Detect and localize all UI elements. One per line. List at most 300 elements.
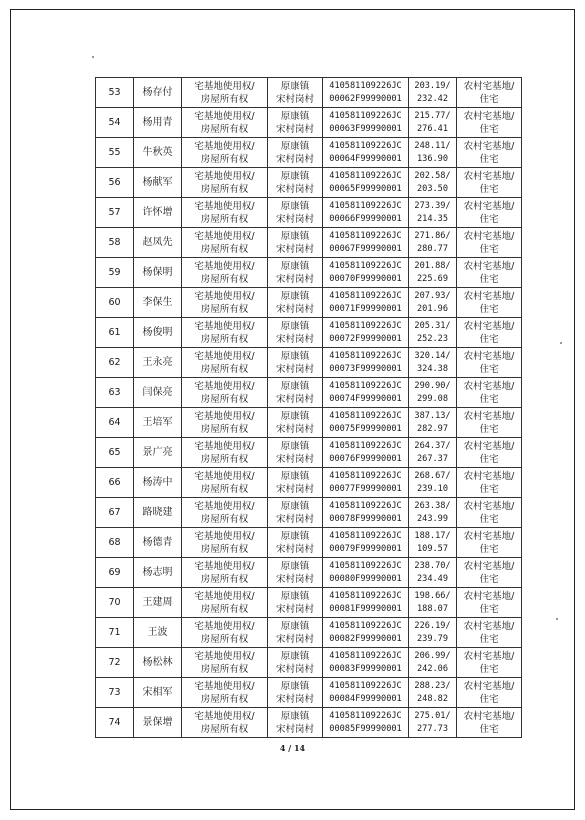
unit-code-line2: 00065F99990001 [329, 183, 402, 194]
land-use-line1: 农村宅基地/ [463, 650, 515, 662]
owner-name-cell: 路晓建 [134, 498, 182, 528]
location-line2: 宋村岗村 [275, 423, 314, 435]
owner-name-cell: 牛秋英 [134, 138, 182, 168]
location-line1: 原康镇 [280, 350, 310, 362]
land-use-cell [457, 78, 522, 108]
row-number-cell: 54 [96, 108, 134, 138]
area-line2: 188.07 [416, 603, 449, 614]
table-row [96, 138, 522, 168]
area-line1: 188.17/ [414, 530, 451, 541]
unit-code-line1: 410581109226JC [329, 320, 402, 331]
right-type-cell [182, 678, 268, 708]
land-use-cell [457, 138, 522, 168]
right-type-line2: 房屋所有权 [200, 483, 249, 495]
area-cell [409, 228, 457, 258]
area-cell [409, 438, 457, 468]
table-row [96, 258, 522, 288]
location-cell [268, 228, 323, 258]
right-type-cell [182, 168, 268, 198]
area-line2: 277.73 [416, 723, 449, 734]
location-line1: 原康镇 [280, 620, 310, 632]
area-line2: 242.06 [416, 663, 449, 674]
land-use-cell [457, 558, 522, 588]
area-line2: 234.49 [416, 573, 449, 584]
land-use-line1: 农村宅基地/ [463, 530, 515, 542]
owner-name-cell: 宋相军 [134, 678, 182, 708]
unit-code-line1: 410581109226JC [329, 620, 402, 631]
unit-code-line2: 00072F99990001 [329, 333, 402, 344]
location-line1: 原康镇 [280, 110, 310, 122]
scan-speck [556, 618, 558, 620]
unit-code-line2: 00067F99990001 [329, 243, 402, 254]
location-cell [268, 378, 323, 408]
scan-speck [560, 342, 562, 344]
land-use-line2: 住宅 [479, 453, 499, 465]
right-type-cell [182, 618, 268, 648]
land-use-cell [457, 678, 522, 708]
land-use-cell [457, 378, 522, 408]
row-number-cell: 69 [96, 558, 134, 588]
location-line2: 宋村岗村 [275, 393, 314, 405]
land-use-line2: 住宅 [479, 603, 499, 615]
row-number-cell: 67 [96, 498, 134, 528]
right-type-line1: 宅基地使用权/ [194, 530, 255, 542]
unit-code-line1: 410581109226JC [329, 470, 402, 481]
right-type-line2: 房屋所有权 [200, 573, 249, 585]
land-use-cell [457, 168, 522, 198]
location-cell [268, 528, 323, 558]
land-use-line1: 农村宅基地/ [463, 350, 515, 362]
unit-code-cell [323, 258, 409, 288]
unit-code-line1: 410581109226JC [329, 590, 402, 601]
land-use-line2: 住宅 [479, 513, 499, 525]
right-type-line1: 宅基地使用权/ [194, 80, 255, 92]
right-type-cell [182, 498, 268, 528]
area-line1: 387.13/ [414, 410, 451, 421]
area-line1: 202.58/ [414, 170, 451, 181]
right-type-cell [182, 438, 268, 468]
location-cell [268, 198, 323, 228]
land-use-line2: 住宅 [479, 93, 499, 105]
right-type-line1: 宅基地使用权/ [194, 440, 255, 452]
table-row [96, 528, 522, 558]
row-number-cell: 55 [96, 138, 134, 168]
owner-name-cell: 杨涛中 [134, 468, 182, 498]
table-row [96, 198, 522, 228]
area-line2: 232.42 [416, 93, 449, 104]
location-line1: 原康镇 [280, 410, 310, 422]
row-number-cell: 70 [96, 588, 134, 618]
area-cell [409, 528, 457, 558]
owner-name-cell: 景保增 [134, 708, 182, 738]
land-use-cell [457, 318, 522, 348]
unit-code-cell [323, 528, 409, 558]
row-number-cell: 61 [96, 318, 134, 348]
unit-code-line2: 00064F99990001 [329, 153, 402, 164]
right-type-cell [182, 588, 268, 618]
owner-name-cell: 王永亮 [134, 348, 182, 378]
property-register-table-wrap [95, 77, 521, 738]
location-cell [268, 648, 323, 678]
land-use-cell [457, 528, 522, 558]
location-line1: 原康镇 [280, 500, 310, 512]
area-cell [409, 678, 457, 708]
right-type-line1: 宅基地使用权/ [194, 290, 255, 302]
area-cell [409, 348, 457, 378]
land-use-cell [457, 618, 522, 648]
land-use-line1: 农村宅基地/ [463, 110, 515, 122]
location-cell [268, 438, 323, 468]
unit-code-cell [323, 468, 409, 498]
unit-code-cell [323, 348, 409, 378]
location-line2: 宋村岗村 [275, 603, 314, 615]
unit-code-cell [323, 318, 409, 348]
land-use-line1: 农村宅基地/ [463, 320, 515, 332]
area-line2: 239.10 [416, 483, 449, 494]
right-type-line2: 房屋所有权 [200, 273, 249, 285]
location-line2: 宋村岗村 [275, 93, 314, 105]
land-use-line2: 住宅 [479, 663, 499, 675]
unit-code-line1: 410581109226JC [329, 500, 402, 511]
location-line2: 宋村岗村 [275, 303, 314, 315]
row-number-cell: 59 [96, 258, 134, 288]
owner-name-cell: 杨存付 [134, 78, 182, 108]
right-type-cell [182, 138, 268, 168]
location-line2: 宋村岗村 [275, 363, 314, 375]
location-line1: 原康镇 [280, 380, 310, 392]
unit-code-cell [323, 198, 409, 228]
location-cell [268, 258, 323, 288]
right-type-line1: 宅基地使用权/ [194, 500, 255, 512]
location-line2: 宋村岗村 [275, 573, 314, 585]
unit-code-cell [323, 378, 409, 408]
unit-code-line2: 00075F99990001 [329, 423, 402, 434]
unit-code-line1: 410581109226JC [329, 350, 402, 361]
land-use-line2: 住宅 [479, 123, 499, 135]
location-cell [268, 708, 323, 738]
area-line2: 280.77 [416, 243, 449, 254]
unit-code-line1: 410581109226JC [329, 110, 402, 121]
unit-code-line1: 410581109226JC [329, 410, 402, 421]
location-line2: 宋村岗村 [275, 453, 314, 465]
location-line2: 宋村岗村 [275, 273, 314, 285]
table-row [96, 288, 522, 318]
unit-code-line1: 410581109226JC [329, 710, 402, 721]
location-line1: 原康镇 [280, 290, 310, 302]
right-type-line1: 宅基地使用权/ [194, 230, 255, 242]
land-use-line1: 农村宅基地/ [463, 470, 515, 482]
right-type-cell [182, 228, 268, 258]
unit-code-line1: 410581109226JC [329, 560, 402, 571]
right-type-line2: 房屋所有权 [200, 453, 249, 465]
right-type-cell [182, 468, 268, 498]
land-use-line2: 住宅 [479, 483, 499, 495]
area-line1: 264.37/ [414, 440, 451, 451]
land-use-cell [457, 468, 522, 498]
unit-code-line2: 00083F99990001 [329, 663, 402, 674]
right-type-line1: 宅基地使用权/ [194, 410, 255, 422]
area-line1: 273.39/ [414, 200, 451, 211]
land-use-cell [457, 348, 522, 378]
area-line1: 320.14/ [414, 350, 451, 361]
unit-code-line2: 00063F99990001 [329, 123, 402, 134]
area-cell [409, 258, 457, 288]
area-line2: 243.99 [416, 513, 449, 524]
property-register-table [95, 77, 522, 738]
area-line2: 324.38 [416, 363, 449, 374]
right-type-line1: 宅基地使用权/ [194, 560, 255, 572]
owner-name-cell: 杨保明 [134, 258, 182, 288]
right-type-cell [182, 108, 268, 138]
right-type-line1: 宅基地使用权/ [194, 590, 255, 602]
area-line2: 267.37 [416, 453, 449, 464]
land-use-line2: 住宅 [479, 273, 499, 285]
location-cell [268, 108, 323, 138]
table-row [96, 108, 522, 138]
unit-code-line1: 410581109226JC [329, 200, 402, 211]
right-type-line2: 房屋所有权 [200, 633, 249, 645]
location-line1: 原康镇 [280, 170, 310, 182]
area-line1: 271.86/ [414, 230, 451, 241]
right-type-line2: 房屋所有权 [200, 123, 249, 135]
row-number-cell: 63 [96, 378, 134, 408]
unit-code-line1: 410581109226JC [329, 290, 402, 301]
location-line2: 宋村岗村 [275, 633, 314, 645]
location-line2: 宋村岗村 [275, 513, 314, 525]
location-line1: 原康镇 [280, 440, 310, 452]
location-line2: 宋村岗村 [275, 543, 314, 555]
table-row [96, 588, 522, 618]
location-cell [268, 498, 323, 528]
unit-code-line1: 410581109226JC [329, 80, 402, 91]
unit-code-cell [323, 558, 409, 588]
area-cell [409, 468, 457, 498]
area-line1: 205.31/ [414, 320, 451, 331]
area-cell [409, 288, 457, 318]
right-type-line1: 宅基地使用权/ [194, 320, 255, 332]
right-type-line2: 房屋所有权 [200, 513, 249, 525]
unit-code-line2: 00078F99990001 [329, 513, 402, 524]
land-use-line1: 农村宅基地/ [463, 590, 515, 602]
owner-name-cell: 杨用青 [134, 108, 182, 138]
location-line1: 原康镇 [280, 260, 310, 272]
right-type-line2: 房屋所有权 [200, 393, 249, 405]
area-line1: 275.01/ [414, 710, 451, 721]
table-row [96, 168, 522, 198]
area-line1: 238.70/ [414, 560, 451, 571]
table-body [96, 78, 522, 738]
unit-code-cell [323, 588, 409, 618]
unit-code-line1: 410581109226JC [329, 140, 402, 151]
location-line2: 宋村岗村 [275, 663, 314, 675]
area-cell [409, 318, 457, 348]
right-type-cell [182, 558, 268, 588]
unit-code-line2: 00074F99990001 [329, 393, 402, 404]
land-use-line1: 农村宅基地/ [463, 380, 515, 392]
land-use-line2: 住宅 [479, 333, 499, 345]
location-cell [268, 318, 323, 348]
table-row [96, 678, 522, 708]
location-line1: 原康镇 [280, 470, 310, 482]
land-use-cell [457, 228, 522, 258]
owner-name-cell: 景广亮 [134, 438, 182, 468]
unit-code-line1: 410581109226JC [329, 440, 402, 451]
land-use-line2: 住宅 [479, 573, 499, 585]
unit-code-line2: 00066F99990001 [329, 213, 402, 224]
unit-code-line2: 00076F99990001 [329, 453, 402, 464]
location-line1: 原康镇 [280, 710, 310, 722]
land-use-cell [457, 708, 522, 738]
row-number-cell: 56 [96, 168, 134, 198]
area-line1: 206.99/ [414, 650, 451, 661]
location-line2: 宋村岗村 [275, 213, 314, 225]
row-number-cell: 64 [96, 408, 134, 438]
land-use-line2: 住宅 [479, 183, 499, 195]
right-type-cell [182, 408, 268, 438]
right-type-line2: 房屋所有权 [200, 243, 249, 255]
land-use-line1: 农村宅基地/ [463, 230, 515, 242]
row-number-cell: 72 [96, 648, 134, 678]
row-number-cell: 73 [96, 678, 134, 708]
right-type-line2: 房屋所有权 [200, 543, 249, 555]
location-line1: 原康镇 [280, 530, 310, 542]
owner-name-cell: 杨松林 [134, 648, 182, 678]
area-cell [409, 648, 457, 678]
location-line1: 原康镇 [280, 590, 310, 602]
area-line1: 215.77/ [414, 110, 451, 121]
unit-code-cell [323, 78, 409, 108]
unit-code-cell [323, 108, 409, 138]
unit-code-line2: 00077F99990001 [329, 483, 402, 494]
owner-name-cell: 李保生 [134, 288, 182, 318]
unit-code-cell [323, 498, 409, 528]
right-type-line2: 房屋所有权 [200, 183, 249, 195]
table-row [96, 498, 522, 528]
right-type-line1: 宅基地使用权/ [194, 710, 255, 722]
land-use-line2: 住宅 [479, 303, 499, 315]
row-number-cell: 60 [96, 288, 134, 318]
land-use-line1: 农村宅基地/ [463, 620, 515, 632]
land-use-line1: 农村宅基地/ [463, 560, 515, 572]
right-type-line2: 房屋所有权 [200, 303, 249, 315]
land-use-line2: 住宅 [479, 393, 499, 405]
unit-code-cell [323, 138, 409, 168]
table-row [96, 378, 522, 408]
right-type-line2: 房屋所有权 [200, 693, 249, 705]
area-line1: 198.66/ [414, 590, 451, 601]
unit-code-cell [323, 618, 409, 648]
location-line2: 宋村岗村 [275, 723, 314, 735]
unit-code-cell [323, 438, 409, 468]
area-line1: 288.23/ [414, 680, 451, 691]
location-cell [268, 138, 323, 168]
land-use-line2: 住宅 [479, 423, 499, 435]
location-line2: 宋村岗村 [275, 243, 314, 255]
area-cell [409, 618, 457, 648]
owner-name-cell: 许怀增 [134, 198, 182, 228]
land-use-cell [457, 288, 522, 318]
land-use-line1: 农村宅基地/ [463, 410, 515, 422]
land-use-line1: 农村宅基地/ [463, 680, 515, 692]
area-line2: 282.97 [416, 423, 449, 434]
right-type-line2: 房屋所有权 [200, 213, 249, 225]
area-line1: 207.93/ [414, 290, 451, 301]
location-cell [268, 618, 323, 648]
unit-code-line2: 00080F99990001 [329, 573, 402, 584]
row-number-cell: 57 [96, 198, 134, 228]
right-type-cell [182, 708, 268, 738]
unit-code-line2: 00071F99990001 [329, 303, 402, 314]
area-line1: 290.90/ [414, 380, 451, 391]
table-row [96, 318, 522, 348]
row-number-cell: 58 [96, 228, 134, 258]
land-use-cell [457, 108, 522, 138]
area-cell [409, 708, 457, 738]
location-line2: 宋村岗村 [275, 333, 314, 345]
table-row [96, 78, 522, 108]
area-line2: 203.50 [416, 183, 449, 194]
location-cell [268, 78, 323, 108]
land-use-cell [457, 258, 522, 288]
right-type-line2: 房屋所有权 [200, 723, 249, 735]
area-line2: 136.90 [416, 153, 449, 164]
location-line1: 原康镇 [280, 200, 310, 212]
area-cell [409, 138, 457, 168]
land-use-line2: 住宅 [479, 363, 499, 375]
unit-code-line2: 00082F99990001 [329, 633, 402, 644]
table-row [96, 558, 522, 588]
land-use-line2: 住宅 [479, 213, 499, 225]
area-line2: 239.79 [416, 633, 449, 644]
land-use-line2: 住宅 [479, 693, 499, 705]
land-use-line2: 住宅 [479, 633, 499, 645]
area-line2: 252.23 [416, 333, 449, 344]
location-cell [268, 288, 323, 318]
location-line2: 宋村岗村 [275, 693, 314, 705]
right-type-cell [182, 78, 268, 108]
unit-code-line1: 410581109226JC [329, 260, 402, 271]
land-use-cell [457, 648, 522, 678]
owner-name-cell: 杨俊明 [134, 318, 182, 348]
area-cell [409, 198, 457, 228]
land-use-line1: 农村宅基地/ [463, 200, 515, 212]
unit-code-line2: 00070F99990001 [329, 273, 402, 284]
land-use-cell [457, 498, 522, 528]
owner-name-cell: 赵凤先 [134, 228, 182, 258]
area-line2: 109.57 [416, 543, 449, 554]
area-line2: 299.08 [416, 393, 449, 404]
area-line2: 248.82 [416, 693, 449, 704]
right-type-line2: 房屋所有权 [200, 333, 249, 345]
location-cell [268, 558, 323, 588]
unit-code-line2: 00079F99990001 [329, 543, 402, 554]
location-cell [268, 168, 323, 198]
right-type-line1: 宅基地使用权/ [194, 650, 255, 662]
area-cell [409, 378, 457, 408]
unit-code-line2: 00073F99990001 [329, 363, 402, 374]
land-use-cell [457, 198, 522, 228]
owner-name-cell: 王波 [134, 618, 182, 648]
land-use-line1: 农村宅基地/ [463, 260, 515, 272]
land-use-line1: 农村宅基地/ [463, 140, 515, 152]
location-line1: 原康镇 [280, 140, 310, 152]
land-use-line1: 农村宅基地/ [463, 80, 515, 92]
right-type-line1: 宅基地使用权/ [194, 680, 255, 692]
location-cell [268, 408, 323, 438]
right-type-cell [182, 258, 268, 288]
unit-code-line1: 410581109226JC [329, 680, 402, 691]
owner-name-cell: 王培军 [134, 408, 182, 438]
